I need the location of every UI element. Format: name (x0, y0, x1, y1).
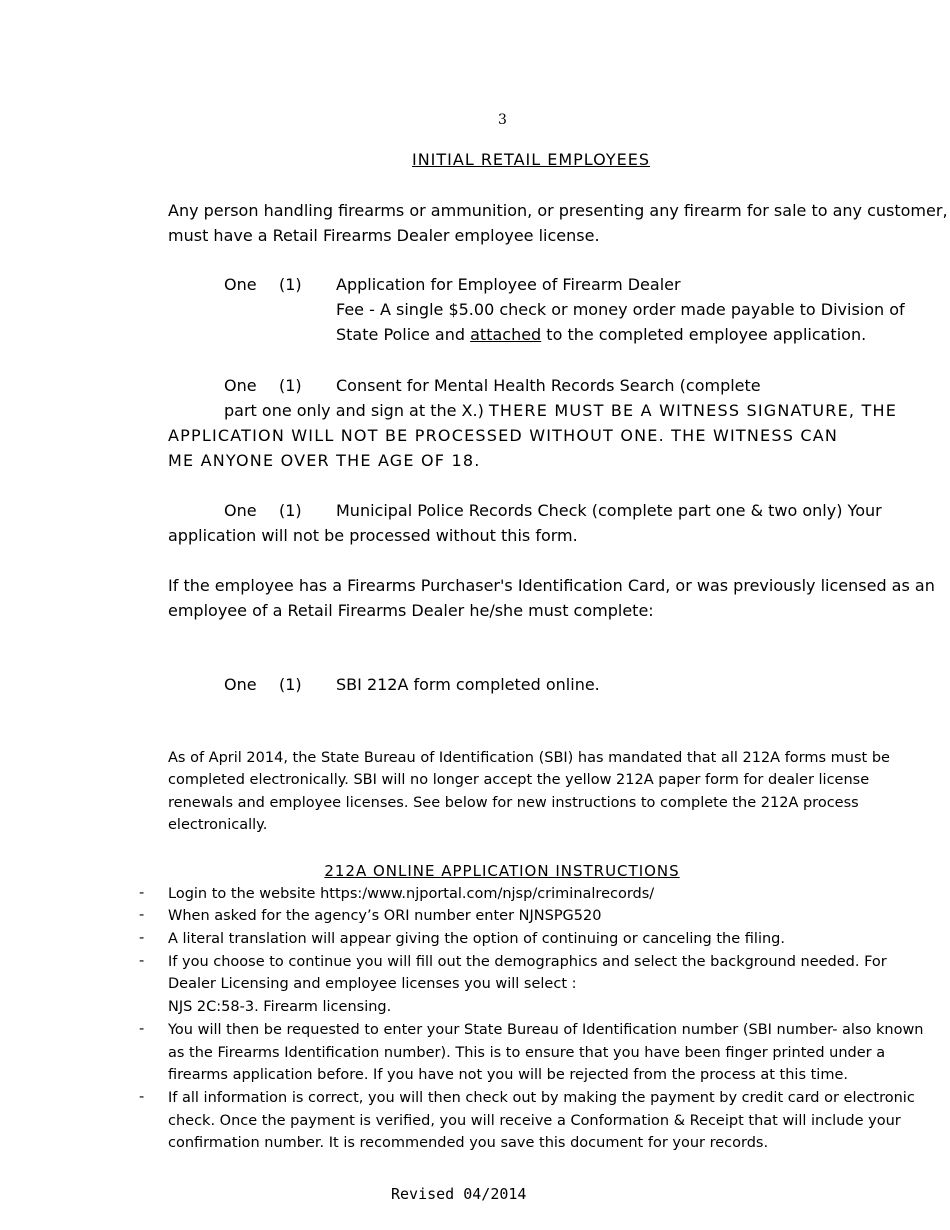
application-fee-line-1: Fee - A single $5.00 check or money order made payable to Division of (336, 300, 905, 319)
sbi-text: SBI 212A form completed online. (336, 675, 600, 694)
instruction-4-line-3: NJS 2C:58-3. Firearm licensing. (168, 999, 392, 1015)
instruction-5-line-2: as the Firearms Identification number). This is to ensure that you have been finger printed under a (168, 1045, 886, 1061)
municipal-num: (1) (279, 501, 302, 520)
instruction-6-line-1: If all information is correct, you will then check out by making the payment by credit card or electronic (168, 1090, 915, 1106)
instruction-4-line-2: Dealer Licensing and employee licenses you will select : (168, 976, 577, 992)
notice-line-3: renewals and employee licenses. See below for new instructions to complete the 212A process (168, 795, 859, 811)
attached-text: attached (470, 325, 542, 344)
intro-line-2: must have a Retail Firearms Dealer employee license. (168, 226, 600, 245)
application-qty: One (224, 275, 257, 294)
application-num: (1) (279, 275, 302, 294)
application-fee-line-2 (336, 322, 866, 347)
consent-line-3: APPLICATION WILL NOT BE PROCESSED WITHOUT ONE. THE WITNESS CAN (168, 426, 839, 445)
fee-text-post: to the completed employee application. (541, 325, 867, 344)
consent-line-2-text: part one only and sign at the X.) (224, 401, 489, 420)
bullet-dash: - (139, 1089, 145, 1105)
notice-line-4: electronically. (168, 817, 268, 833)
instruction-6-line-3: confirmation number. It is recommended you save this document for your records. (168, 1135, 769, 1151)
witness-warning: THERE MUST BE A WITNESS SIGNATURE, THE (488, 401, 898, 420)
notice-line-1: As of April 2014, the State Bureau of Identification (SBI) has mandated that all 212A forms must be (168, 750, 890, 766)
instruction-4-line-1: If you choose to continue you will fill out the demographics and select the background needed. For (168, 954, 887, 970)
instruction-1: Login to the website https:/www.njportal.com/njsp/criminalrecords/ (168, 886, 655, 902)
bullet-dash: - (139, 885, 145, 901)
consent-line-4: ME ANYONE OVER THE AGE OF 18. (168, 451, 481, 470)
page-number: 3 (498, 112, 507, 128)
bullet-dash: - (139, 1021, 145, 1037)
instruction-5-line-1: You will then be requested to enter your State Bureau of Identification number (SBI number- also known (168, 1022, 924, 1038)
municipal-line-1: Municipal Police Records Check (complete part one & two only) Your (336, 501, 882, 520)
application-title: Application for Employee of Firearm Dealer (336, 275, 681, 294)
section-title: INITIAL RETAIL EMPLOYEES (411, 150, 651, 169)
instructions-title: 212A ONLINE APPLICATION INSTRUCTIONS (324, 862, 680, 880)
bullet-dash: - (139, 907, 145, 923)
fid-line-1: If the employee has a Firearms Purchaser's Identification Card, or was previously licensed as an (168, 576, 935, 595)
consent-qty: One (224, 376, 257, 395)
fee-text-pre: State Police and (336, 325, 471, 344)
bullet-dash: - (139, 953, 145, 969)
instruction-3: A literal translation will appear giving the option of continuing or canceling the filing. (168, 931, 785, 947)
intro-line-1: Any person handling firearms or ammunition, or presenting any firearm for sale to any customer, (168, 201, 948, 220)
municipal-qty: One (224, 501, 257, 520)
bullet-dash: - (139, 930, 145, 946)
revision-footer: Revised 04/2014 (391, 1185, 527, 1203)
instruction-2: When asked for the agency’s ORI number enter NJNSPG520 (168, 908, 602, 924)
fid-line-2: employee of a Retail Firearms Dealer he/she must complete: (168, 601, 654, 620)
instruction-6-line-2: check. Once the payment is verified, you will receive a Conformation & Receipt that will include your (168, 1113, 901, 1129)
sbi-num: (1) (279, 675, 302, 694)
notice-line-2: completed electronically. SBI will no longer accept the yellow 212A paper form for dealer license (168, 772, 870, 788)
consent-line-1: Consent for Mental Health Records Search (complete (336, 376, 761, 395)
consent-line-2 (224, 398, 897, 423)
consent-num: (1) (279, 376, 302, 395)
municipal-line-2: application will not be processed without this form. (168, 526, 578, 545)
sbi-qty: One (224, 675, 257, 694)
instruction-5-line-3: firearms application before. If you have not you will be rejected from the process at this time. (168, 1067, 848, 1083)
